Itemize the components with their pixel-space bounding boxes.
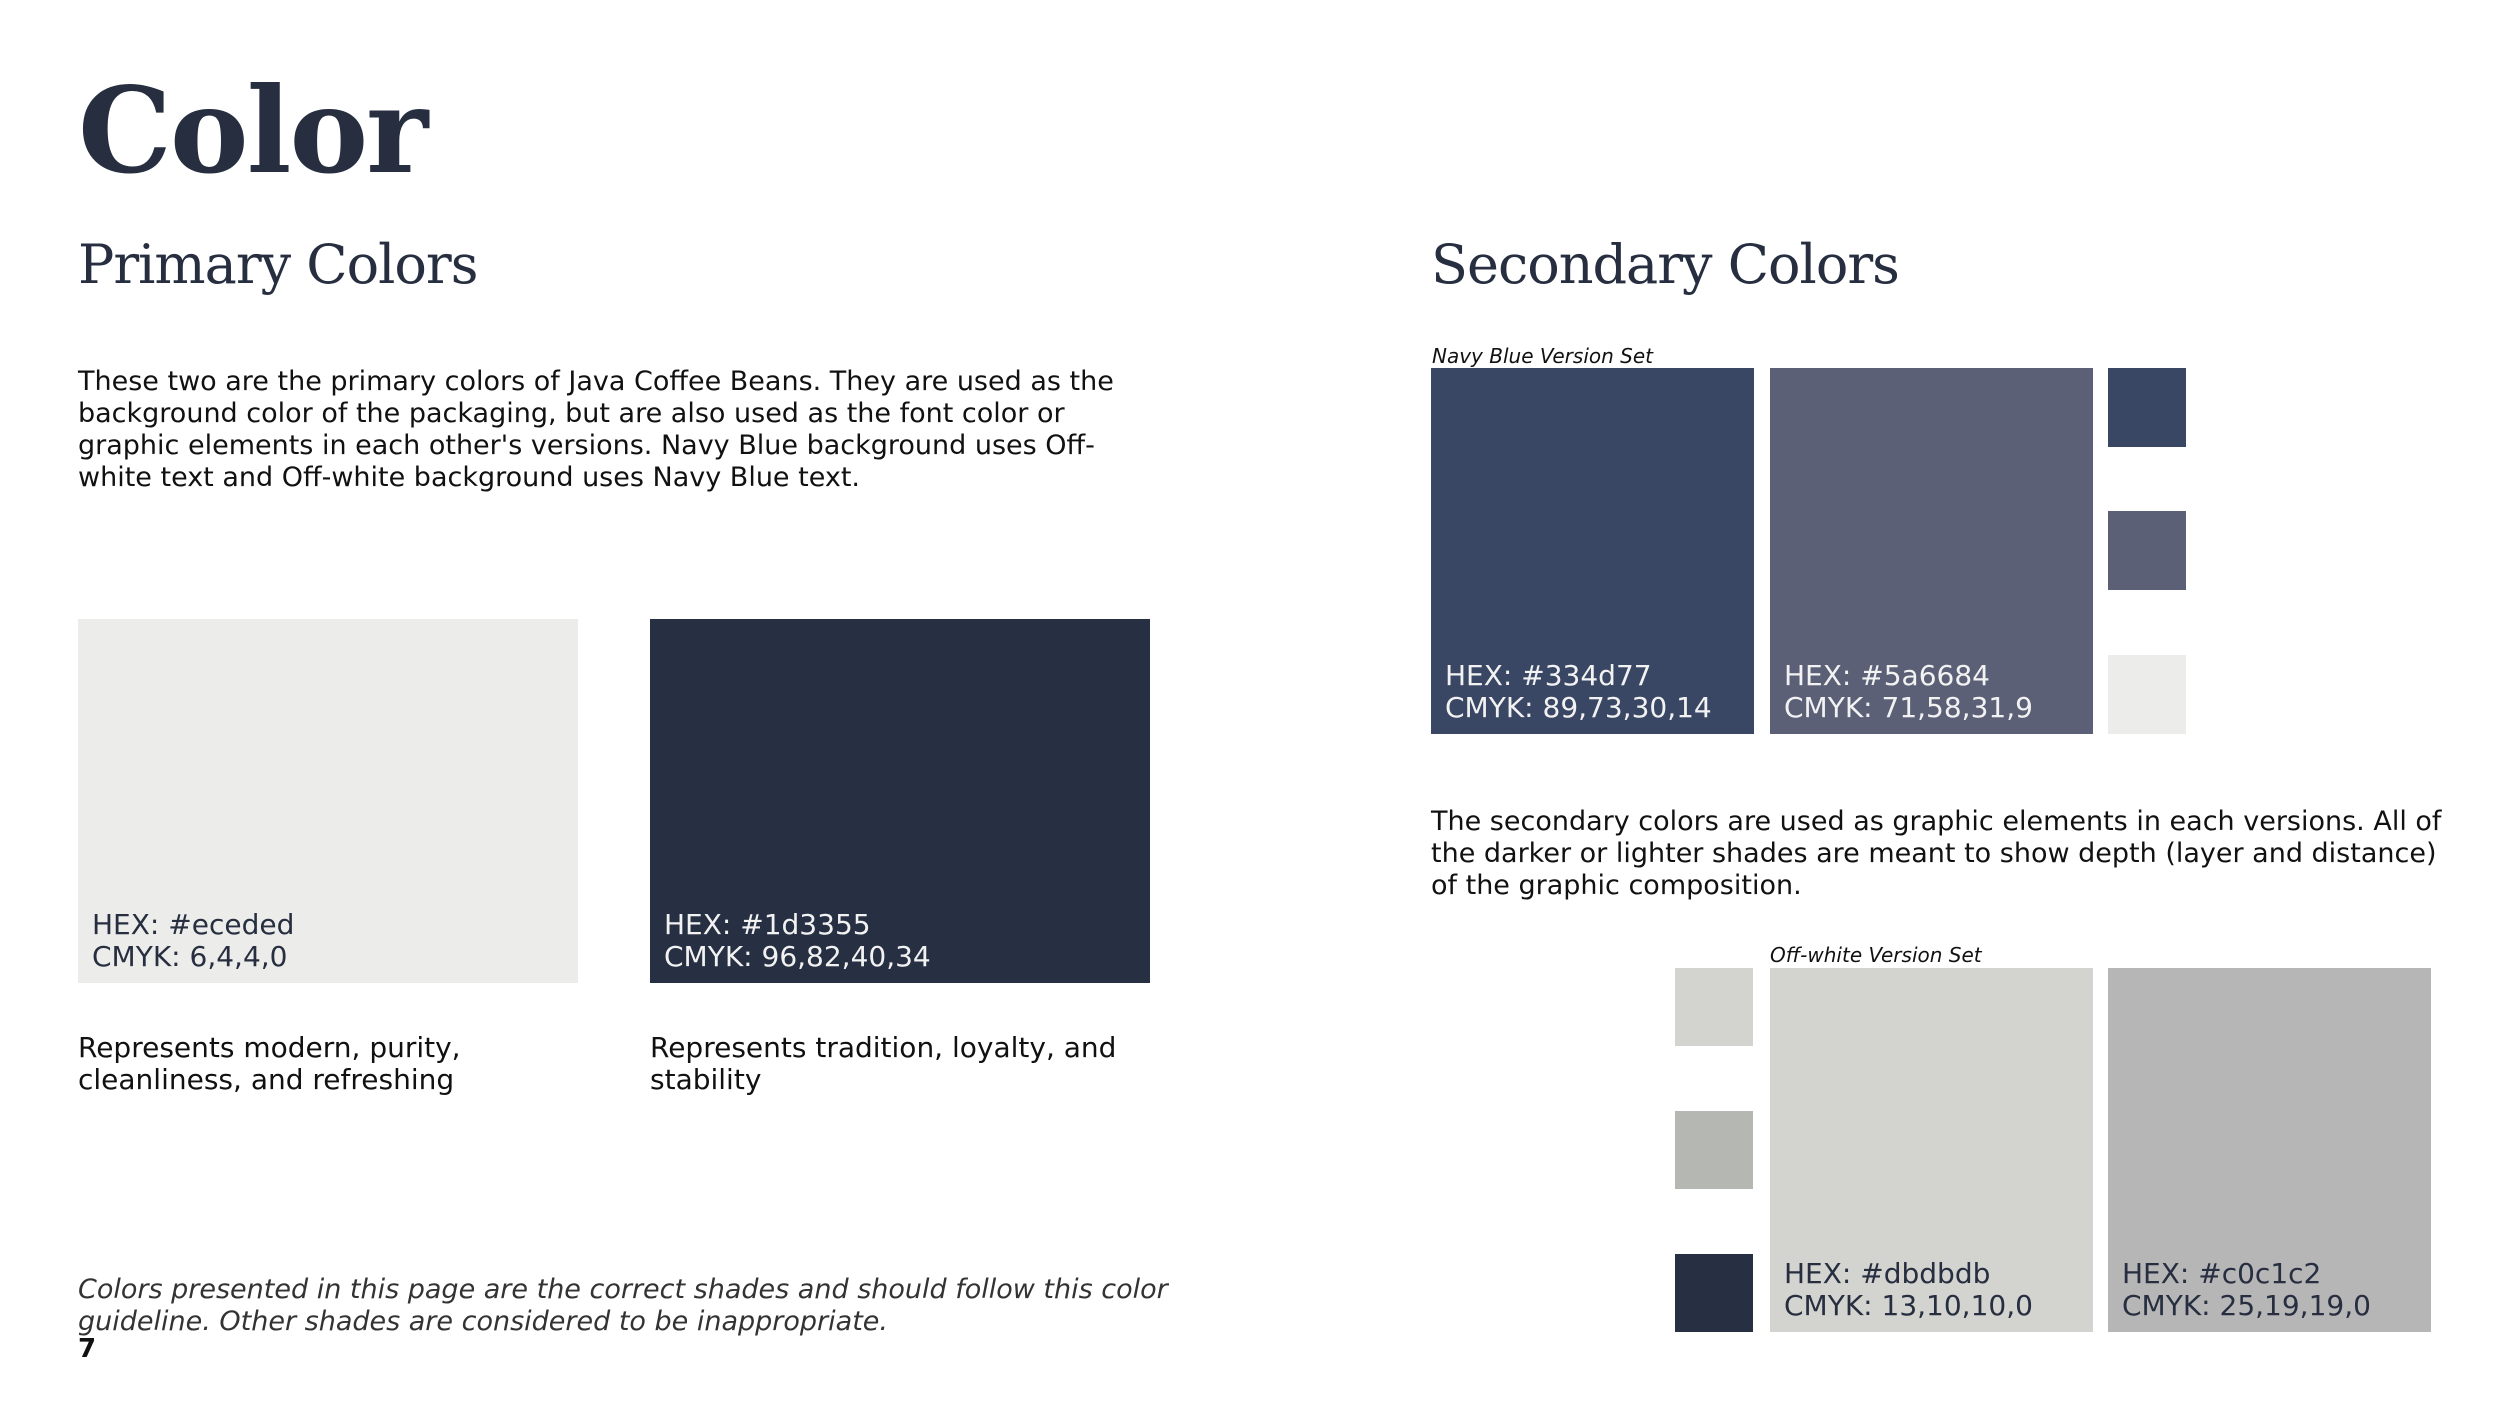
swatch-navy-codes	[664, 909, 931, 973]
chip-light-gray	[1675, 968, 1753, 1046]
primary-colors-heading: Primary Colors	[78, 233, 478, 296]
navy-set-label: Navy Blue Version Set	[1432, 344, 1653, 368]
chip-mid-gray	[1675, 1111, 1753, 1189]
swatch-slate-secondary	[1770, 368, 2093, 734]
swatch-offwhite-codes	[92, 909, 294, 973]
footnote: Colors presented in this page are the correct shades and should follow this color guideline. Other shades are considered to be inappropriate.	[78, 1274, 1168, 1337]
swatch-mid-gray-secondary-codes	[2122, 1258, 2371, 1322]
swatch-light-gray-secondary-cmyk: CMYK: 13,10,10,0	[1784, 1289, 2033, 1322]
swatch-mid-gray-secondary-hex: HEX: #c0c1c2	[2122, 1257, 2322, 1290]
page-number: 7	[78, 1334, 97, 1364]
swatch-offwhite-cmyk: CMYK: 6,4,4,0	[92, 940, 288, 973]
navy-meaning: Represents tradition, loyalty, and stability	[650, 1031, 1117, 1096]
swatch-slate-secondary-codes	[1784, 660, 2033, 724]
swatch-navy-cmyk: CMYK: 96,82,40,34	[664, 940, 931, 973]
swatch-navy	[650, 619, 1150, 983]
swatch-slate-secondary-cmyk: CMYK: 71,58,31,9	[1784, 691, 2033, 724]
offwhite-set-label: Off-white Version Set	[1770, 943, 1982, 967]
swatch-light-gray-secondary-codes	[1784, 1258, 2033, 1322]
swatch-light-gray-secondary-hex: HEX: #dbdbdb	[1784, 1257, 1991, 1290]
swatch-navy-hex: HEX: #1d3355	[664, 908, 871, 941]
swatch-offwhite	[78, 619, 578, 983]
chip-offwhite	[2108, 655, 2186, 734]
swatch-light-gray-secondary	[1770, 968, 2093, 1332]
chip-slate	[2108, 511, 2186, 590]
primary-colors-description: These two are the primary colors of Java Coffee Beans. They are used as the background color of the packaging, but are also used as the font color or graphic elements in each other's versions. Navy Blue background uses Off-white text and Off-white background uses Navy Blue text.	[78, 366, 1114, 493]
swatch-mid-gray-secondary	[2108, 968, 2431, 1332]
chip-navy-blue	[2108, 368, 2186, 447]
secondary-colors-heading: Secondary Colors	[1431, 233, 1899, 296]
swatch-navy-blue-secondary	[1431, 368, 1754, 734]
swatch-navy-blue-secondary-hex: HEX: #334d77	[1445, 659, 1652, 692]
swatch-navy-blue-secondary-codes	[1445, 660, 1712, 724]
swatch-offwhite-hex: HEX: #eceded	[92, 908, 295, 941]
chip-navy	[1675, 1254, 1753, 1332]
secondary-colors-description: The secondary colors are used as graphic elements in each versions. All of the darker or lighter shades are meant to show depth (layer and distance) of the graphic composition.	[1431, 806, 2442, 901]
page-title: Color	[78, 61, 427, 200]
offwhite-meaning: Represents modern, purity, cleanliness, and refreshing	[78, 1031, 461, 1096]
swatch-navy-blue-secondary-cmyk: CMYK: 89,73,30,14	[1445, 691, 1712, 724]
swatch-slate-secondary-hex: HEX: #5a6684	[1784, 659, 1990, 692]
swatch-mid-gray-secondary-cmyk: CMYK: 25,19,19,0	[2122, 1289, 2371, 1322]
